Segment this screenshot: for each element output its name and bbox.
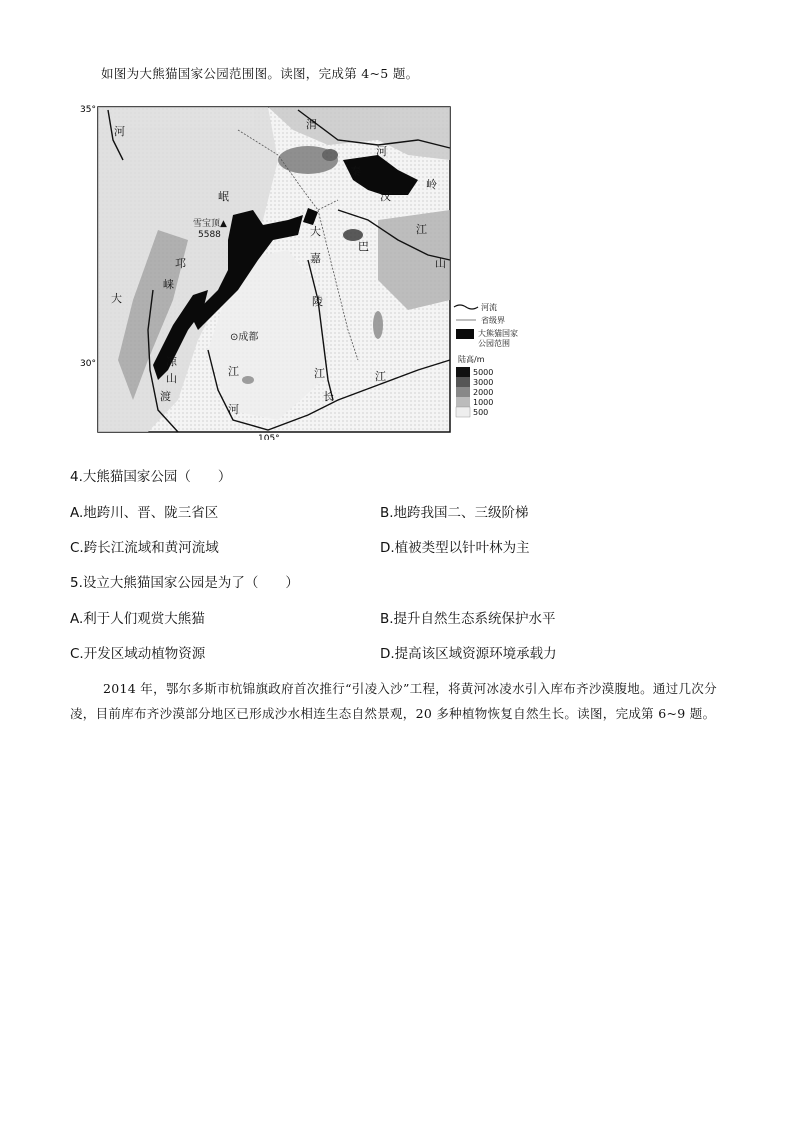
question-5-option-a: A.利于人们观赏大熊猫 bbox=[70, 611, 205, 627]
passage-paragraph: 2014 年，鄂尔多斯市杭锦旗政府首次推行“引凌入沙”工程，将黄河冰凌水引入库布齐沙漠腹地。通过几次分凌，目前库布齐沙漠部分地区已形成沙水相连生态自然景观，20 多种植物恢复自然生长。读图，完成第 6~9 题。 bbox=[70, 681, 717, 721]
label-min: 岷 bbox=[218, 190, 229, 203]
label-peak-height: 5588 bbox=[198, 230, 221, 240]
label-peak-name: 雪宝顶▲ bbox=[193, 219, 227, 229]
label-ling: 岭 bbox=[426, 178, 437, 191]
label-liang: 凉 bbox=[166, 355, 177, 368]
label-jiang3: 江 bbox=[314, 367, 325, 380]
label-chengdu: ⊙成都 bbox=[230, 332, 259, 343]
label-jiang4: 江 bbox=[375, 370, 386, 383]
legend-elev-1000: 1000 bbox=[473, 398, 494, 407]
label-jiang1: 江 bbox=[228, 365, 239, 378]
lon-105-label: 105° bbox=[258, 434, 280, 440]
legend-river-symbol bbox=[454, 305, 478, 309]
legend-elev-2000: 2000 bbox=[473, 388, 494, 397]
legend-elev-500: 500 bbox=[473, 408, 489, 417]
legend-elev-5000: 5000 bbox=[473, 368, 494, 377]
label-shan2: 山 bbox=[166, 372, 177, 385]
question-4-option-b: B.地跨我国二、三级阶梯 bbox=[380, 505, 529, 521]
legend-elev-3000: 3000 bbox=[473, 378, 494, 387]
label-jialing: 嘉 bbox=[310, 252, 321, 265]
label-da2: 大 bbox=[111, 292, 122, 305]
question-4-stem: 4.大熊猫国家公园（ ） bbox=[70, 469, 232, 485]
legend-elev-title: 陆高/m bbox=[458, 355, 485, 364]
label-lai: 崃 bbox=[163, 278, 174, 291]
legend-border: 省级界 bbox=[481, 316, 505, 325]
label-qin: 秦 bbox=[350, 165, 361, 178]
map-legend bbox=[454, 302, 518, 417]
label-ba: 巴 bbox=[358, 240, 369, 253]
intro-text: 如图为大熊猫国家公园范围图。读图，完成第 4~5 题。 bbox=[101, 66, 419, 81]
question-4-option-c: C.跨长江流域和黄河流域 bbox=[70, 540, 219, 556]
label-he1: 河 bbox=[114, 125, 125, 138]
label-chang: 长 bbox=[323, 390, 334, 403]
label-da1: 大 bbox=[310, 225, 321, 238]
label-ling2: 陵 bbox=[312, 295, 323, 308]
question-4-option-a: A.地跨川、晋、陇三省区 bbox=[70, 505, 219, 521]
legend-park-line1: 大熊猫国家 bbox=[478, 329, 518, 338]
legend-park-line2: 公园范围 bbox=[478, 339, 510, 348]
label-he3: 河 bbox=[376, 145, 387, 158]
label-du: 渡 bbox=[160, 390, 171, 403]
legend-park-symbol bbox=[456, 329, 474, 339]
question-5-stem: 5.设立大熊猫国家公园是为了（ ） bbox=[70, 575, 299, 591]
label-qiong: 邛 bbox=[175, 257, 186, 270]
label-shan1: 山 bbox=[435, 257, 446, 270]
label-jiang2: 江 bbox=[416, 223, 427, 236]
label-han: 汉 bbox=[380, 190, 391, 203]
question-5-option-c: C.开发区域动植物资源 bbox=[70, 646, 206, 662]
panda-park-map bbox=[78, 100, 528, 440]
label-wei: 渭 bbox=[306, 118, 317, 131]
question-4-option-d: D.植被类型以针叶林为主 bbox=[380, 540, 530, 556]
lat-35-label: 35° bbox=[80, 105, 96, 115]
lat-30-label: 30° bbox=[80, 359, 96, 369]
legend-river: 河流 bbox=[481, 303, 497, 312]
question-5-option-d: D.提高该区域资源环境承载力 bbox=[380, 646, 557, 662]
question-5-option-b: B.提升自然生态系统保护水平 bbox=[380, 611, 556, 627]
label-he2: 河 bbox=[228, 403, 239, 416]
